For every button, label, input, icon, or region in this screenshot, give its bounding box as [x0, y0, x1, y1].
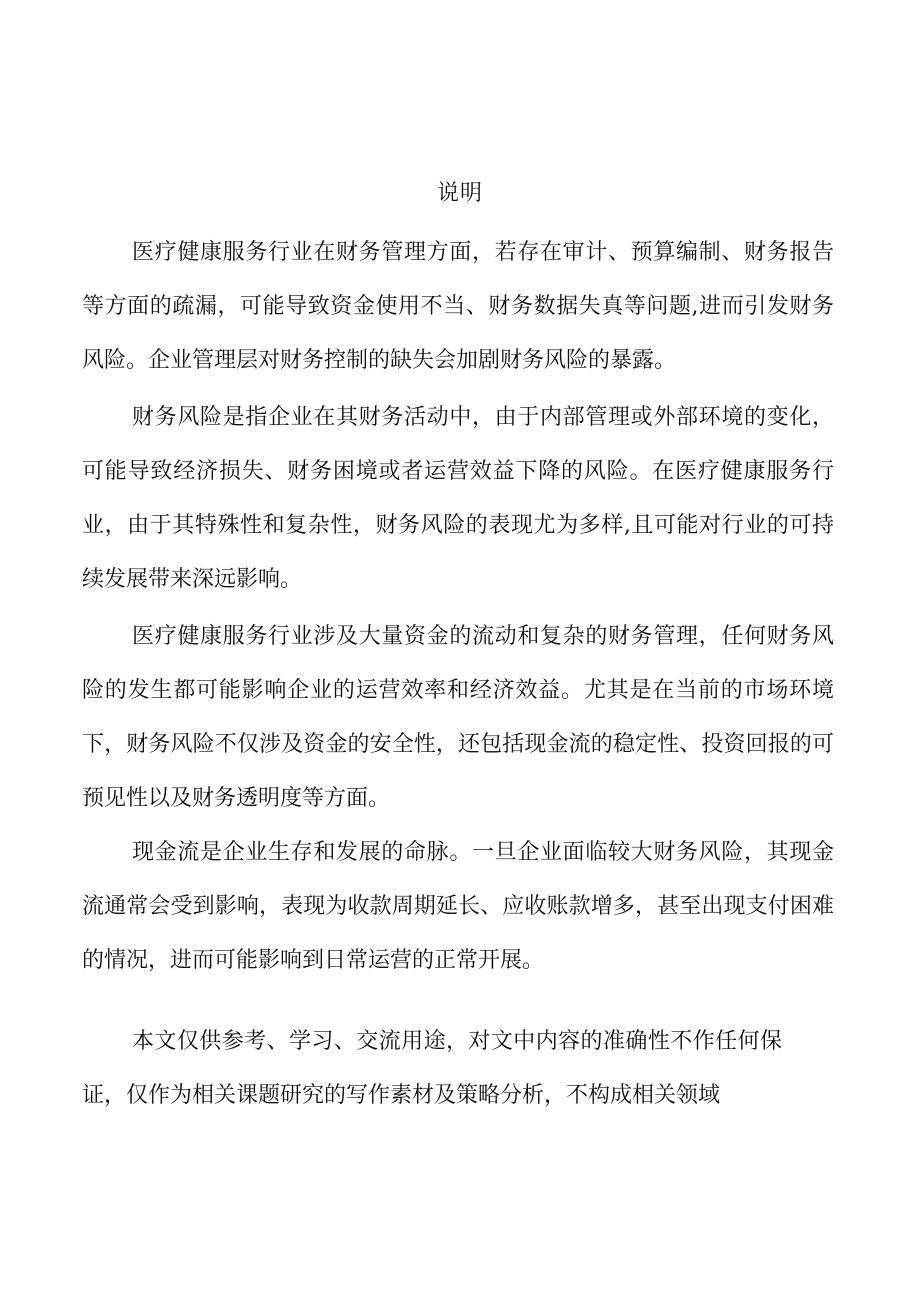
paragraph-4: 现金流是企业生存和发展的命脉。一旦企业面临较大财务风险，其现金流通常会受到影响，表现为收款周期延长、应收账款增多，甚至出现支付困难的情况，进而可能影响到日常运营的正常开展。	[82, 840, 834, 973]
paragraph-5: 本文仅供参考、学习、交流用途，对文中内容的准确性不作任何保证，仅作为相关课题研究的写作素材及策略分析，不构成相关领域	[82, 1029, 782, 1108]
paragraph-2: 财务风险是指企业在其财务活动中，由于内部管理或外部环境的变化，可能导致经济损失、财务困境或者运营效益下降的风险。在医疗健康服务行业，由于其特殊性和复杂性，财务风险的表现尤为多样,且可能对行业的可持续发展带来深远影响。	[82, 405, 834, 592]
paragraph-3: 医疗健康服务行业涉及大量资金的流动和复杂的财务管理，任何财务风险的发生都可能影响企业的运营效率和经济效益。尤其是在当前的市场环境下，财务风险不仅涉及资金的安全性，还包括现金流的稳定性、投资回报的可预见性以及财务透明度等方面。	[82, 624, 834, 811]
paragraph-1: 医疗健康服务行业在财务管理方面，若存在审计、预算编制、财务报告等方面的疏漏，可能导致资金使用不当、财务数据失真等问题,进而引发财务风险。企业管理层对财务控制的缺失会加剧财务风险的暴露。	[82, 240, 834, 373]
page-title: 说明	[436, 181, 483, 206]
